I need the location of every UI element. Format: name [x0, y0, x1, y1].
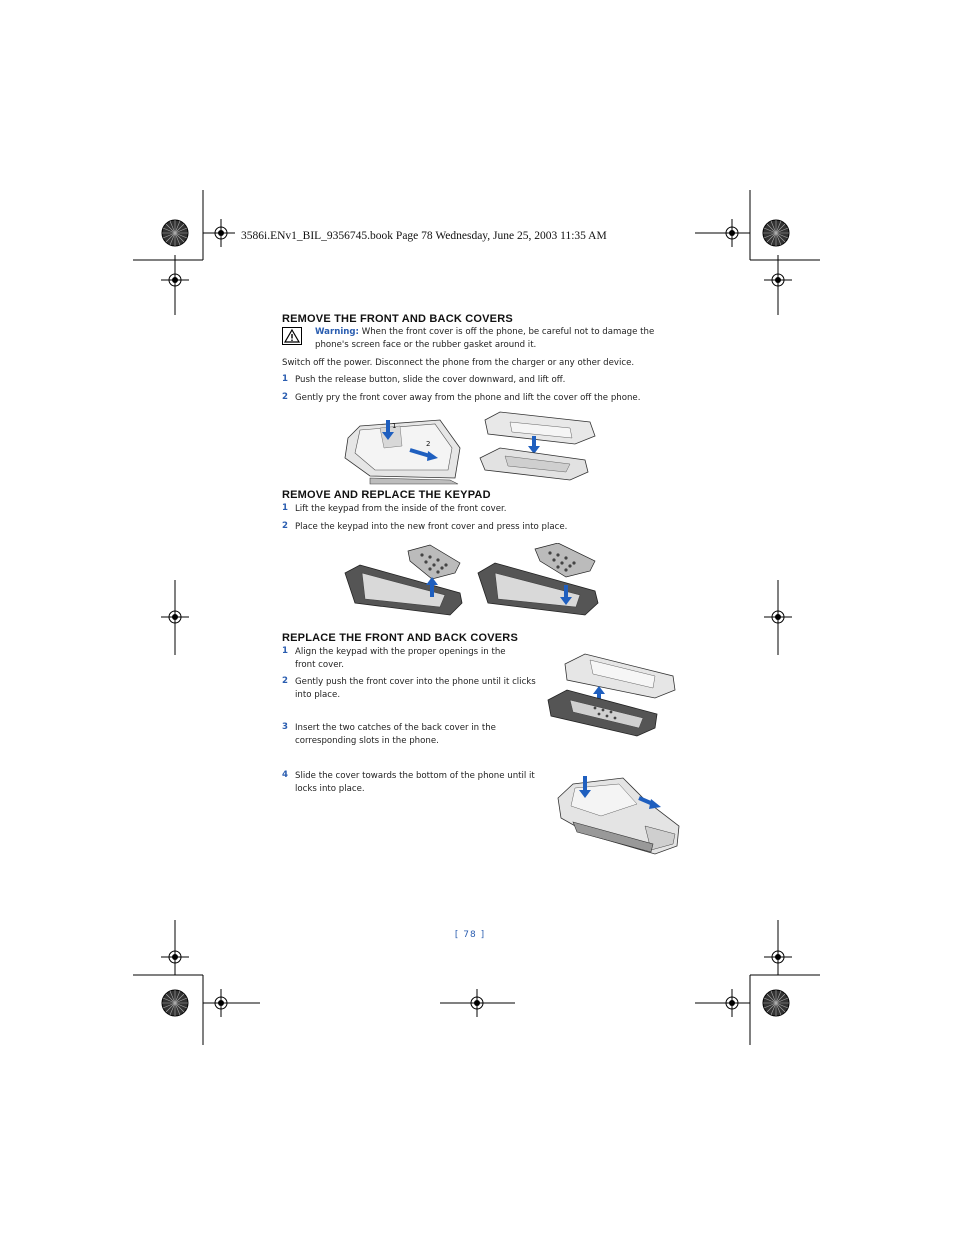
slide-back-cover-illustration — [553, 770, 683, 858]
step-text: Gently push the front cover into the phone until it clicks into place. — [295, 677, 536, 700]
arrow-down-icon — [564, 585, 568, 599]
callout-label-2: 2 — [426, 440, 431, 448]
step-number: 4 — [282, 770, 288, 780]
step-text: Gently pry the front cover away from the phone and lift the cover off the phone. — [295, 393, 641, 403]
section-heading-keypad: REMOVE AND REPLACE THE KEYPAD — [282, 489, 491, 501]
replace-front-cover-illustration — [545, 652, 680, 740]
step-text: Align the keypad with the proper openings in the front cover. — [295, 647, 506, 670]
arrow-down-icon — [386, 420, 390, 434]
remove-covers-illustration — [340, 408, 600, 488]
section-heading-replace-covers: REPLACE THE FRONT AND BACK COVERS — [282, 632, 518, 644]
step-text: Push the release button, slide the cover downward, and lift off. — [295, 375, 566, 385]
section-heading-remove-covers: REMOVE THE FRONT AND BACK COVERS — [282, 313, 513, 325]
arrow-up-icon — [430, 583, 434, 597]
keypad-illustration — [340, 543, 610, 628]
step-number: 3 — [282, 722, 288, 732]
callout-label-1: 1 — [392, 422, 397, 430]
step-number: 2 — [282, 521, 288, 531]
intro-text: Switch off the power. Disconnect the phone from the charger or any other device. — [282, 358, 635, 368]
warning-note — [315, 326, 685, 352]
warning-label: Warning: — [315, 327, 359, 337]
step-number: 1 — [282, 374, 288, 384]
page-number: [ 78 ] — [454, 930, 486, 940]
step-number: 1 — [282, 503, 288, 513]
step-number: 1 — [282, 646, 288, 656]
step-text: Lift the keypad from the inside of the front cover. — [295, 504, 507, 514]
warning-text: When the front cover is off the phone, be careful not to damage the phone's screen face or the rubber gasket around it. — [315, 327, 655, 350]
step-text: Place the keypad into the new front cover and press into place. — [295, 522, 568, 532]
step-text: Slide the cover towards the bottom of the phone until it locks into place. — [295, 771, 535, 794]
warning-icon — [282, 327, 302, 345]
print-header-line: 3586i.ENv1_BIL_9356745.book Page 78 Wednesday, June 25, 2003 11:35 AM — [241, 230, 607, 242]
step-number: 2 — [282, 392, 288, 402]
step-text: Insert the two catches of the back cover in the corresponding slots in the phone. — [295, 723, 496, 746]
arrow-down-icon — [583, 776, 587, 792]
step-number: 2 — [282, 676, 288, 686]
